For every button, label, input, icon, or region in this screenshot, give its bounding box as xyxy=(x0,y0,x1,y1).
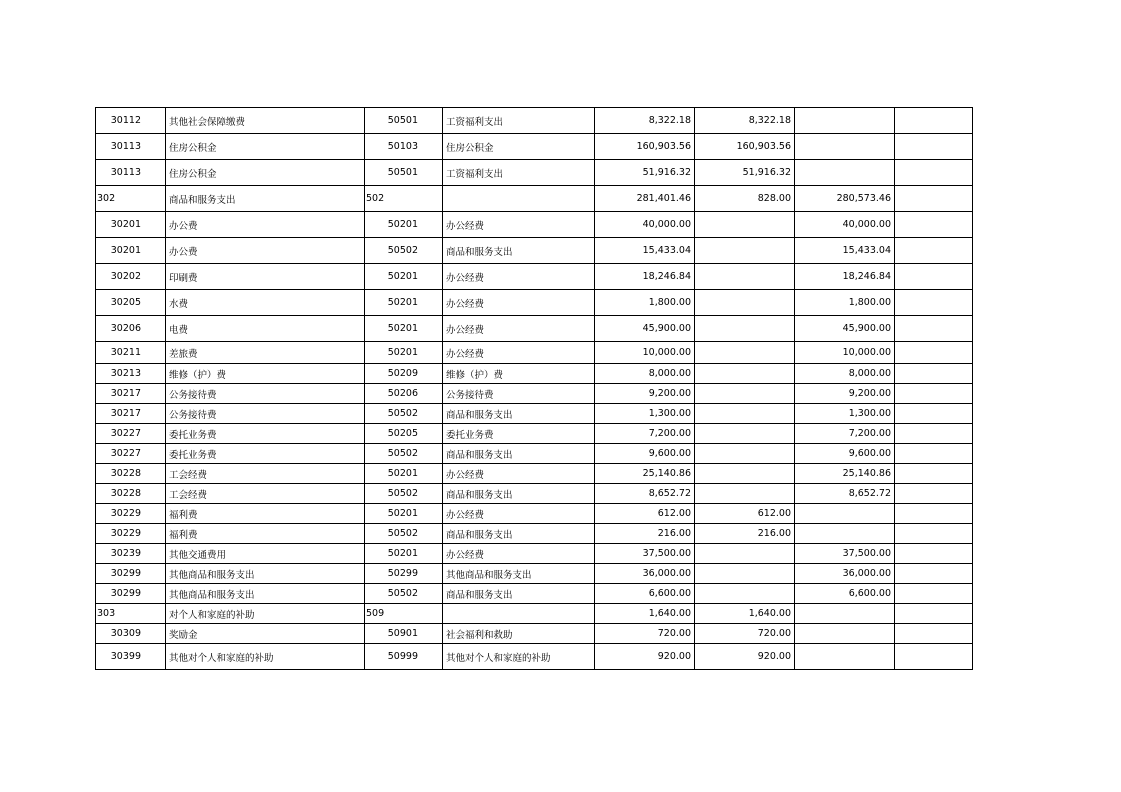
gov-code-cell: 50501 xyxy=(365,160,443,186)
total-amount-cell: 6,600.00 xyxy=(595,584,695,604)
other-amount-cell xyxy=(895,342,973,364)
econ-code-cell: 30227 xyxy=(96,444,166,464)
gov-name-cell: 维修（护）费 xyxy=(443,364,595,384)
econ-code-cell: 30201 xyxy=(96,212,166,238)
total-amount-cell: 8,652.72 xyxy=(595,484,695,504)
gov-name-cell: 委托业务费 xyxy=(443,424,595,444)
gov-name-cell: 办公经费 xyxy=(443,212,595,238)
total-amount-cell: 216.00 xyxy=(595,524,695,544)
project-amount-cell xyxy=(795,524,895,544)
gov-name-cell: 公务接待费 xyxy=(443,384,595,404)
gov-code-cell: 50201 xyxy=(365,342,443,364)
other-amount-cell xyxy=(895,404,973,424)
econ-name-cell: 差旅费 xyxy=(166,342,365,364)
econ-name-cell: 福利费 xyxy=(166,524,365,544)
econ-code-cell: 30229 xyxy=(96,504,166,524)
basic-amount-cell xyxy=(695,364,795,384)
econ-name-cell: 印刷费 xyxy=(166,264,365,290)
econ-code-cell: 30299 xyxy=(96,584,166,604)
econ-code-cell: 30228 xyxy=(96,484,166,504)
econ-name-cell: 奖励金 xyxy=(166,624,365,644)
econ-name-cell: 住房公积金 xyxy=(166,134,365,160)
total-amount-cell: 8,322.18 xyxy=(595,108,695,134)
gov-code-cell: 50502 xyxy=(365,584,443,604)
gov-code-cell: 502 xyxy=(365,186,443,212)
table-row xyxy=(96,264,973,290)
project-amount-cell: 6,600.00 xyxy=(795,584,895,604)
total-amount-cell: 1,640.00 xyxy=(595,604,695,624)
gov-name-cell: 办公经费 xyxy=(443,464,595,484)
econ-name-cell: 其他商品和服务支出 xyxy=(166,564,365,584)
gov-code-cell: 50299 xyxy=(365,564,443,584)
econ-code-cell: 30113 xyxy=(96,134,166,160)
econ-code-cell: 30227 xyxy=(96,424,166,444)
econ-name-cell: 其他商品和服务支出 xyxy=(166,584,365,604)
econ-code-cell: 30309 xyxy=(96,624,166,644)
gov-code-cell: 50502 xyxy=(365,404,443,424)
gov-name-cell: 其他对个人和家庭的补助 xyxy=(443,644,595,670)
gov-code-cell: 50201 xyxy=(365,464,443,484)
table-row xyxy=(96,504,973,524)
total-amount-cell: 160,903.56 xyxy=(595,134,695,160)
gov-name-cell: 商品和服务支出 xyxy=(443,484,595,504)
other-amount-cell xyxy=(895,524,973,544)
other-amount-cell xyxy=(895,464,973,484)
table-row xyxy=(96,134,973,160)
total-amount-cell: 10,000.00 xyxy=(595,342,695,364)
total-amount-cell: 1,300.00 xyxy=(595,404,695,424)
econ-code-cell: 303 xyxy=(96,604,166,624)
basic-amount-cell xyxy=(695,290,795,316)
other-amount-cell xyxy=(895,108,973,134)
table-row xyxy=(96,524,973,544)
table-row xyxy=(96,564,973,584)
other-amount-cell xyxy=(895,504,973,524)
basic-amount-cell: 828.00 xyxy=(695,186,795,212)
project-amount-cell: 18,246.84 xyxy=(795,264,895,290)
gov-name-cell: 其他商品和服务支出 xyxy=(443,564,595,584)
econ-code-cell: 30217 xyxy=(96,404,166,424)
gov-code-cell: 50206 xyxy=(365,384,443,404)
other-amount-cell xyxy=(895,444,973,464)
basic-amount-cell xyxy=(695,238,795,264)
other-amount-cell xyxy=(895,624,973,644)
gov-code-cell: 50201 xyxy=(365,504,443,524)
project-amount-cell: 10,000.00 xyxy=(795,342,895,364)
budget-expenditure-table xyxy=(95,107,973,670)
gov-code-cell: 50201 xyxy=(365,316,443,342)
econ-name-cell: 公务接待费 xyxy=(166,384,365,404)
gov-name-cell xyxy=(443,604,595,624)
total-amount-cell: 37,500.00 xyxy=(595,544,695,564)
gov-code-cell: 50209 xyxy=(365,364,443,384)
econ-code-cell: 30211 xyxy=(96,342,166,364)
other-amount-cell xyxy=(895,544,973,564)
gov-name-cell: 商品和服务支出 xyxy=(443,584,595,604)
basic-amount-cell: 920.00 xyxy=(695,644,795,670)
econ-name-cell: 福利费 xyxy=(166,504,365,524)
gov-name-cell: 商品和服务支出 xyxy=(443,238,595,264)
other-amount-cell xyxy=(895,564,973,584)
econ-code-cell: 30205 xyxy=(96,290,166,316)
gov-name-cell: 办公经费 xyxy=(443,504,595,524)
other-amount-cell xyxy=(895,584,973,604)
other-amount-cell xyxy=(895,264,973,290)
total-amount-cell: 45,900.00 xyxy=(595,316,695,342)
table-row xyxy=(96,644,973,670)
other-amount-cell xyxy=(895,134,973,160)
total-amount-cell: 51,916.32 xyxy=(595,160,695,186)
project-amount-cell xyxy=(795,134,895,160)
econ-code-cell: 30201 xyxy=(96,238,166,264)
project-amount-cell: 15,433.04 xyxy=(795,238,895,264)
basic-amount-cell xyxy=(695,444,795,464)
gov-code-cell: 50502 xyxy=(365,484,443,504)
other-amount-cell xyxy=(895,644,973,670)
basic-amount-cell: 8,322.18 xyxy=(695,108,795,134)
other-amount-cell xyxy=(895,212,973,238)
econ-code-cell: 30217 xyxy=(96,384,166,404)
basic-amount-cell xyxy=(695,264,795,290)
total-amount-cell: 720.00 xyxy=(595,624,695,644)
total-amount-cell: 7,200.00 xyxy=(595,424,695,444)
econ-name-cell: 委托业务费 xyxy=(166,444,365,464)
gov-code-cell: 50502 xyxy=(365,238,443,264)
table-row xyxy=(96,584,973,604)
table-row xyxy=(96,364,973,384)
econ-code-cell: 30399 xyxy=(96,644,166,670)
table-row xyxy=(96,464,973,484)
gov-name-cell: 工资福利支出 xyxy=(443,108,595,134)
project-amount-cell: 280,573.46 xyxy=(795,186,895,212)
table-row xyxy=(96,604,973,624)
gov-name-cell: 商品和服务支出 xyxy=(443,524,595,544)
gov-name-cell: 办公经费 xyxy=(443,342,595,364)
total-amount-cell: 9,600.00 xyxy=(595,444,695,464)
total-amount-cell: 25,140.86 xyxy=(595,464,695,484)
econ-code-cell: 30228 xyxy=(96,464,166,484)
gov-code-cell: 50201 xyxy=(365,544,443,564)
basic-amount-cell: 612.00 xyxy=(695,504,795,524)
other-amount-cell xyxy=(895,604,973,624)
gov-name-cell: 住房公积金 xyxy=(443,134,595,160)
other-amount-cell xyxy=(895,186,973,212)
table-row xyxy=(96,384,973,404)
econ-name-cell: 住房公积金 xyxy=(166,160,365,186)
other-amount-cell xyxy=(895,484,973,504)
econ-name-cell: 公务接待费 xyxy=(166,404,365,424)
basic-amount-cell: 720.00 xyxy=(695,624,795,644)
basic-amount-cell xyxy=(695,564,795,584)
table-row xyxy=(96,624,973,644)
econ-code-cell: 30206 xyxy=(96,316,166,342)
econ-name-cell: 工会经费 xyxy=(166,464,365,484)
project-amount-cell: 9,600.00 xyxy=(795,444,895,464)
project-amount-cell: 25,140.86 xyxy=(795,464,895,484)
other-amount-cell xyxy=(895,364,973,384)
project-amount-cell xyxy=(795,504,895,524)
econ-name-cell: 其他社会保障缴费 xyxy=(166,108,365,134)
basic-amount-cell xyxy=(695,404,795,424)
table-row xyxy=(96,186,973,212)
total-amount-cell: 1,800.00 xyxy=(595,290,695,316)
table-row xyxy=(96,404,973,424)
table-row xyxy=(96,342,973,364)
econ-name-cell: 委托业务费 xyxy=(166,424,365,444)
other-amount-cell xyxy=(895,424,973,444)
gov-code-cell: 50205 xyxy=(365,424,443,444)
gov-code-cell: 50502 xyxy=(365,444,443,464)
project-amount-cell: 1,300.00 xyxy=(795,404,895,424)
econ-name-cell: 其他交通费用 xyxy=(166,544,365,564)
gov-code-cell: 50501 xyxy=(365,108,443,134)
table-body xyxy=(96,108,973,670)
total-amount-cell: 9,200.00 xyxy=(595,384,695,404)
gov-code-cell: 50901 xyxy=(365,624,443,644)
gov-name-cell: 社会福利和救助 xyxy=(443,624,595,644)
total-amount-cell: 18,246.84 xyxy=(595,264,695,290)
table-row xyxy=(96,212,973,238)
basic-amount-cell xyxy=(695,464,795,484)
econ-name-cell: 电费 xyxy=(166,316,365,342)
total-amount-cell: 8,000.00 xyxy=(595,364,695,384)
basic-amount-cell xyxy=(695,544,795,564)
gov-code-cell: 50502 xyxy=(365,524,443,544)
total-amount-cell: 612.00 xyxy=(595,504,695,524)
gov-name-cell: 工资福利支出 xyxy=(443,160,595,186)
other-amount-cell xyxy=(895,238,973,264)
econ-code-cell: 30239 xyxy=(96,544,166,564)
econ-name-cell: 维修（护）费 xyxy=(166,364,365,384)
project-amount-cell xyxy=(795,644,895,670)
basic-amount-cell: 51,916.32 xyxy=(695,160,795,186)
table-row xyxy=(96,424,973,444)
gov-code-cell: 50999 xyxy=(365,644,443,670)
table-row xyxy=(96,108,973,134)
project-amount-cell: 45,900.00 xyxy=(795,316,895,342)
project-amount-cell xyxy=(795,160,895,186)
project-amount-cell: 8,652.72 xyxy=(795,484,895,504)
econ-code-cell: 30229 xyxy=(96,524,166,544)
project-amount-cell xyxy=(795,604,895,624)
econ-name-cell: 水费 xyxy=(166,290,365,316)
total-amount-cell: 40,000.00 xyxy=(595,212,695,238)
table-row xyxy=(96,316,973,342)
table-row xyxy=(96,160,973,186)
gov-code-cell: 509 xyxy=(365,604,443,624)
project-amount-cell xyxy=(795,108,895,134)
basic-amount-cell: 160,903.56 xyxy=(695,134,795,160)
basic-amount-cell xyxy=(695,584,795,604)
total-amount-cell: 281,401.46 xyxy=(595,186,695,212)
basic-amount-cell xyxy=(695,424,795,444)
gov-name-cell: 办公经费 xyxy=(443,290,595,316)
table-row xyxy=(96,484,973,504)
econ-code-cell: 30113 xyxy=(96,160,166,186)
econ-code-cell: 30299 xyxy=(96,564,166,584)
gov-name-cell: 办公经费 xyxy=(443,544,595,564)
econ-name-cell: 商品和服务支出 xyxy=(166,186,365,212)
basic-amount-cell xyxy=(695,484,795,504)
gov-code-cell: 50103 xyxy=(365,134,443,160)
basic-amount-cell xyxy=(695,212,795,238)
project-amount-cell: 40,000.00 xyxy=(795,212,895,238)
project-amount-cell: 36,000.00 xyxy=(795,564,895,584)
project-amount-cell: 37,500.00 xyxy=(795,544,895,564)
econ-code-cell: 30202 xyxy=(96,264,166,290)
econ-code-cell: 30213 xyxy=(96,364,166,384)
econ-code-cell: 30112 xyxy=(96,108,166,134)
econ-code-cell: 302 xyxy=(96,186,166,212)
gov-code-cell: 50201 xyxy=(365,264,443,290)
econ-name-cell: 办公费 xyxy=(166,238,365,264)
other-amount-cell xyxy=(895,290,973,316)
project-amount-cell: 8,000.00 xyxy=(795,364,895,384)
total-amount-cell: 15,433.04 xyxy=(595,238,695,264)
gov-name-cell: 商品和服务支出 xyxy=(443,404,595,424)
gov-name-cell: 办公经费 xyxy=(443,264,595,290)
econ-name-cell: 工会经费 xyxy=(166,484,365,504)
other-amount-cell xyxy=(895,160,973,186)
table-row xyxy=(96,544,973,564)
econ-name-cell: 对个人和家庭的补助 xyxy=(166,604,365,624)
project-amount-cell: 9,200.00 xyxy=(795,384,895,404)
gov-name-cell: 商品和服务支出 xyxy=(443,444,595,464)
other-amount-cell xyxy=(895,384,973,404)
total-amount-cell: 920.00 xyxy=(595,644,695,670)
table-row xyxy=(96,238,973,264)
basic-amount-cell: 1,640.00 xyxy=(695,604,795,624)
other-amount-cell xyxy=(895,316,973,342)
basic-amount-cell xyxy=(695,342,795,364)
econ-name-cell: 办公费 xyxy=(166,212,365,238)
gov-name-cell: 办公经费 xyxy=(443,316,595,342)
total-amount-cell: 36,000.00 xyxy=(595,564,695,584)
econ-name-cell: 其他对个人和家庭的补助 xyxy=(166,644,365,670)
project-amount-cell: 7,200.00 xyxy=(795,424,895,444)
project-amount-cell: 1,800.00 xyxy=(795,290,895,316)
table-row xyxy=(96,290,973,316)
basic-amount-cell xyxy=(695,384,795,404)
basic-amount-cell: 216.00 xyxy=(695,524,795,544)
table-row xyxy=(96,444,973,464)
gov-name-cell xyxy=(443,186,595,212)
gov-code-cell: 50201 xyxy=(365,290,443,316)
basic-amount-cell xyxy=(695,316,795,342)
project-amount-cell xyxy=(795,624,895,644)
gov-code-cell: 50201 xyxy=(365,212,443,238)
